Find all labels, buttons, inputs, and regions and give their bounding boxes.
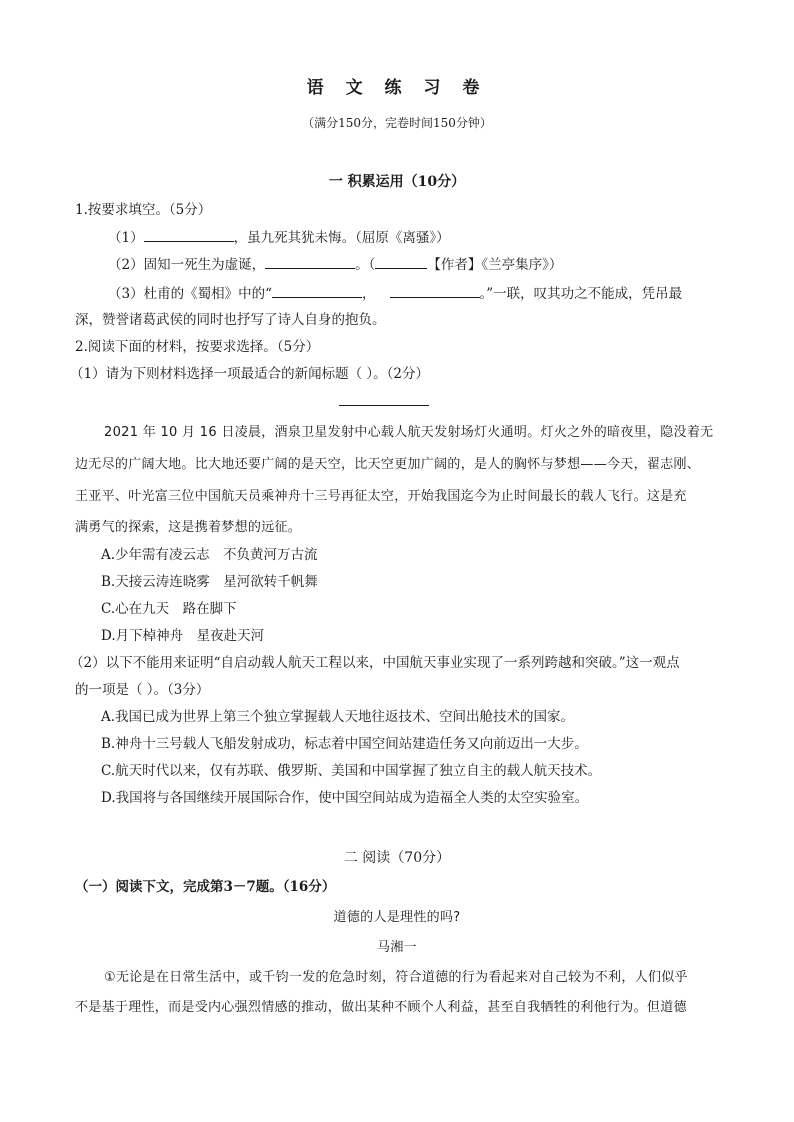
question-1-item-2	[108, 254, 562, 275]
section-heading-1: 一 积累运用（10分）	[328, 174, 466, 190]
article-paragraph-line: 不是基于理性，而是受内心强烈情感的推动，做出某种不顾个人利益，甚至自我牺牲的利他行为。但道德	[75, 1000, 687, 1015]
question-1-item-3-line-1	[108, 283, 682, 304]
option-b: B.天接云涛连晓雾 星河欲转千帆舞	[101, 574, 318, 590]
page-title: 语 文 练 习 卷	[306, 78, 488, 98]
item-3-mid: ，	[362, 286, 376, 302]
item-3-suffix: 。”一联，叹其功之不能成，凭吊最	[479, 286, 683, 302]
fill-blank[interactable]	[265, 254, 355, 269]
page-subtitle: （满分150分，完卷时间150分钟）	[302, 116, 492, 130]
section-heading-2: 二 阅读（70分）	[343, 850, 451, 866]
question-2-sub-1: （1）请为下则材料选择一项最适合的新闻标题（ ）。（2分）	[70, 366, 429, 382]
option-c: C.心在九天 路在脚下	[101, 601, 237, 617]
passage-line: 2021 年 10 月 16 日凌晨，酒泉卫星发射中心载人航天发射场灯火通明。灯火之外的暗夜里，隐没着无	[104, 425, 714, 440]
headline-blank-line[interactable]	[339, 405, 429, 406]
fill-blank[interactable]	[390, 283, 480, 298]
author-blank[interactable]	[375, 254, 427, 269]
option-c: C.航天时代以来，仅有苏联、俄罗斯、美国和中国掌握了独立自主的载人航天技术。	[101, 763, 602, 779]
option-a: A.我国已成为世界上第三个独立掌握载人天地往返技术、空间出舱技术的国家。	[101, 709, 575, 725]
item-3-prefix: （3）杜甫的《蜀相》中的“	[108, 286, 272, 302]
item-2-prefix: （2）固知一死生为虚诞，	[108, 257, 266, 273]
article-paragraph-line: ①无论是在日常生活中，或千钧一发的危急时刻，符合道德的行为看起来对自己较为不利，人们似乎	[104, 970, 688, 985]
passage-line: 边无尽的广阔大地。比大地还要广阔的是天空，比天空更加广阔的，是人的胸怀与梦想——今天，翟志刚、	[75, 457, 701, 472]
question-1-item-3-line-2: 深，赞誉诸葛武侯的同时也抒写了诗人自身的抱负。	[75, 312, 386, 328]
passage-line: 王亚平、叶光富三位中国航天员乘神舟十三号再征太空，开始我国迄今为止时间最长的载人飞行。这是充	[75, 489, 687, 504]
question-1-item-1	[108, 227, 450, 248]
item-1-suffix: ，虽九死其犹未悔。（屈原《离骚》）	[233, 230, 450, 246]
option-d: D.我国将与各国继续开展国际合作，使中国空间站成为造福全人类的太空实验室。	[101, 790, 589, 806]
fill-blank[interactable]	[144, 227, 234, 242]
option-d: D.月下棹神舟 星夜赴天河	[101, 628, 265, 644]
question-1-stem: 1.按要求填空。（5分）	[75, 202, 212, 218]
fill-blank[interactable]	[272, 283, 362, 298]
item-2-suffix: 【作者】《兰亭集序》）	[427, 257, 563, 273]
option-a: A.少年需有凌云志 不负黄河万古流	[101, 547, 318, 563]
question-2-stem: 2.阅读下面的材料，按要求选择。（5分）	[75, 339, 320, 355]
question-2-sub-2-cont: 的一项是（ ）。（3分）	[75, 682, 210, 698]
question-2-sub-2: （2）以下不能用来证明“自启动载人航天工程以来，中国航天事业实现了一系列跨越和突破。”这一观点	[70, 655, 680, 671]
passage-line: 满勇气的探索，这是携着梦想的远征。	[75, 520, 302, 535]
option-b: B.神舟十三号载人飞船发射成功，标志着中国空间站建造任务又向前迈出一大步。	[101, 736, 588, 752]
article-author: 马湘一	[377, 940, 417, 955]
item-2-mid: 。（	[355, 257, 376, 273]
article-title: 道德的人是理性的吗?	[333, 910, 461, 925]
item-1-prefix: （1）	[108, 230, 144, 246]
reading-part-1-heading: （一）阅读下文，完成第3－7题。（16分）	[75, 879, 336, 895]
